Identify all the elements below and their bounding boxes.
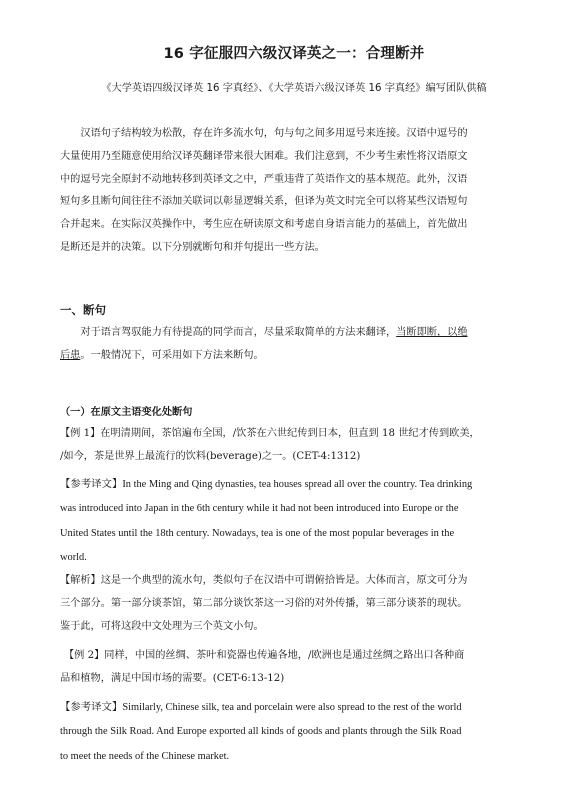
section-heading: 一、断句 — [60, 303, 106, 317]
section1-text: 。一般情况下，可采用如下方法来断句。 — [80, 349, 264, 361]
translation-1 — [60, 473, 530, 571]
subsection-heading: （一）在原文主语变化处断句 — [60, 407, 193, 418]
intro-line: 合并起来。在实际汉英操作中，考生应在研读原文和考虑自身语言能力的基础上，首先做出 — [60, 219, 468, 231]
page-title: 16 字征服四六级汉译英之一：合理断并 — [163, 46, 425, 62]
section1-line — [60, 345, 530, 368]
intro-paragraph — [60, 123, 530, 260]
translation-line: 【参考译文】Similarly, Chinese silk, tea and porcelain were also spread to the rest of the world — [60, 702, 462, 713]
example-line: 【例 1】在明清期间，茶馆遍布全国，/饮茶在六世纪传到日本，但直到 18 世纪才传到欧美， — [60, 428, 480, 439]
analysis-1 — [60, 570, 530, 638]
section1-paragraph — [60, 322, 530, 368]
example-line: /如今，茶是世界上最流行的饮料(beverage)之一。(CET-4:1312) — [60, 450, 361, 462]
example-1 — [60, 423, 530, 469]
intro-line: 是断还是并的决策。以下分别就断句和并句提出一些方法。 — [60, 241, 325, 253]
analysis-line: 【解析】这是一个典型的流水句，类似句子在汉语中可谓俯拾皆是。大体而言，原文可分为 — [60, 575, 468, 586]
translation-line: through the Silk Road. And Europe exported all kinds of goods and plants through the Silk Road — [60, 726, 462, 738]
translation-line: to meet the needs of the Chinese market. — [60, 750, 230, 762]
section1-text: 对于语言驾驭能力有待提高的同学而言，尽量采取简单的方法来翻译， — [80, 327, 397, 338]
analysis-line: 鉴于此，可将这段中文处理为三个英文小句。 — [60, 620, 264, 632]
page-subtitle: 《大学英语四级汉译英 16 字真经》、《大学英语六级汉译英 16 字真经》编写团队供稿 — [101, 83, 487, 94]
section1-line — [60, 322, 530, 345]
translation-line: United States until the 18th century. Nowadays, tea is one of the most popular beverages in the — [60, 527, 455, 539]
intro-line: 中的逗号完全原封不动地转移到英译文之中，严重违背了英语作文的基本规范。此外，汉语 — [60, 173, 468, 185]
translation-line: was introduced into Japan in the 6th century while it had not been introduced into Europe or the — [60, 503, 459, 515]
translation-line: world. — [60, 552, 87, 564]
intro-line: 汉语句子结构较为松散，存在许多流水句，句与句之间多用逗号来连接。汉语中逗号的 — [80, 128, 468, 139]
analysis-line: 三个部分。第一部分谈茶馆，第二部分谈饮茶这一习俗的对外传播，第三部分谈茶的现状。 — [60, 597, 468, 609]
intro-line: 大量使用乃至随意使用给汉译英翻译带来很大困难。我们注意到，不少考生索性将汉语原文 — [60, 150, 468, 162]
underlined-phrase: 后患 — [60, 349, 81, 361]
translation-2 — [60, 696, 530, 769]
intro-line: 短句多且断句间往往不添加关联词以彰显逻辑关系，但译为英文时完全可以将某些汉语短句 — [60, 196, 468, 208]
underlined-phrase: 当断即断，以绝 — [396, 327, 468, 338]
example-2 — [60, 645, 530, 691]
example-line: 【例 2】同样，中国的丝绸、茶叶和瓷器也传遍各地，/欧洲也是通过丝绸之路出口各种商 — [64, 650, 465, 661]
translation-line: 【参考译文】In the Ming and Qing dynasties, tea houses spread all over the country. Tea drinking — [60, 479, 473, 490]
example-line: 品和植物，满足中国市场的需要。(CET-6:13-12) — [60, 672, 285, 684]
